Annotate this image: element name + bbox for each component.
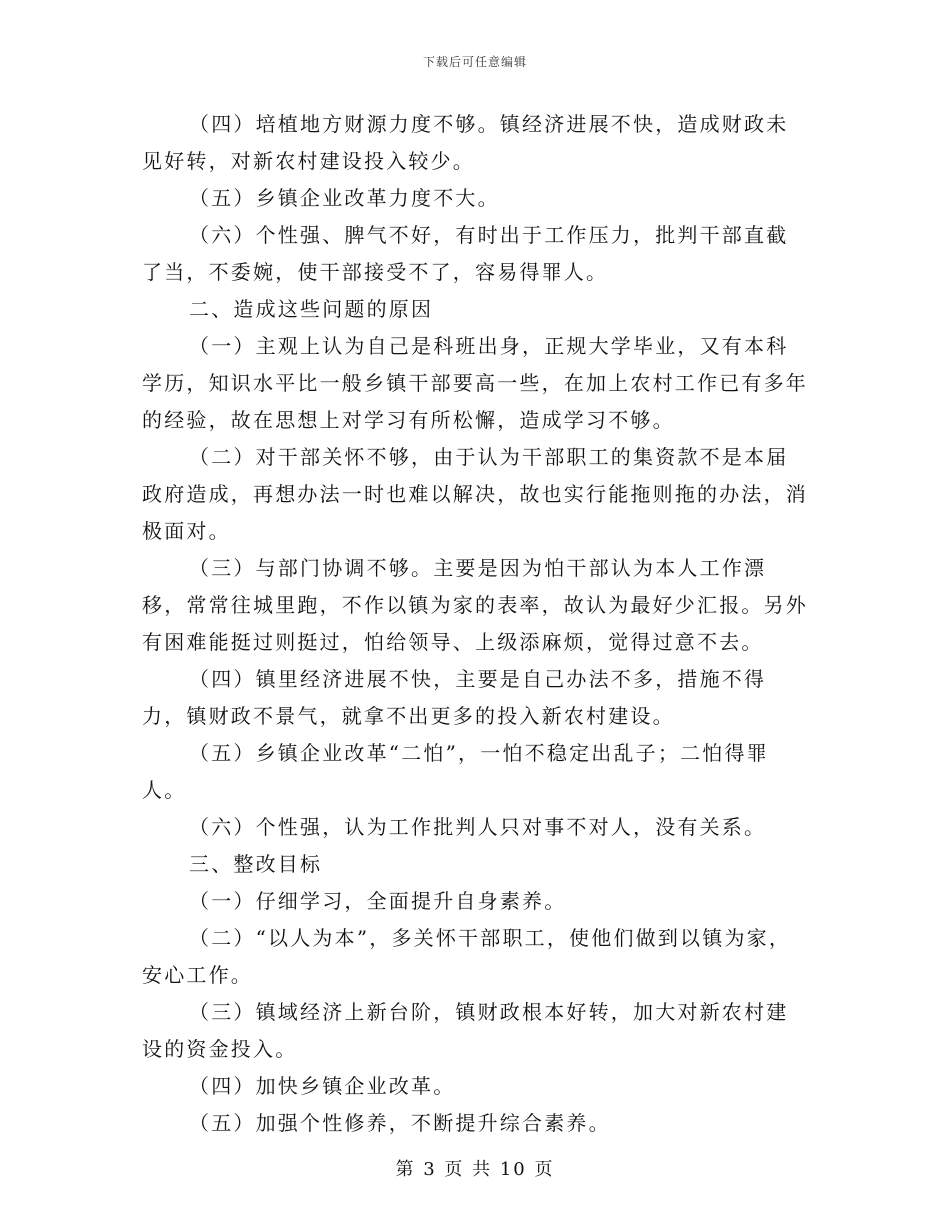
paragraph: （二）“以人为本”，多关怀干部职工，使他们做到以镇为家，安心工作。 [142,926,792,987]
paragraph: （五）乡镇企业改革力度不大。 [189,186,500,210]
paragraph: （四）加快乡镇企业改革。 [189,1074,456,1098]
paragraph: （一）仔细学习，全面提升自身素养。 [189,889,567,913]
paragraph: （六）个性强、脾气不好，有时出于工作压力，批判干部直截了当，不委婉，使干部接受不了，容易得罪人。 [142,223,789,284]
section-heading: 三、整改目标 [189,852,323,876]
section-heading: 二、造成这些问题的原因 [189,297,434,321]
page-header: 下载后可任意编辑 [422,55,527,69]
paragraph: （六）个性强，认为工作批判人只对事不对人，没有关系。 [189,815,767,839]
paragraph: （五）乡镇企业改革“二怕”，一怕不稳定出乱子；二怕得罪人。 [142,741,769,802]
paragraph: （五）加强个性修养，不断提升综合素养。 [189,1111,611,1135]
page-number-footer: 第 3 页 共 10 页 [395,1159,555,1180]
paragraph: （二）对干部关怀不够，由于认为干部职工的集资款不是本届政府造成，再想办法一时也难以解决，故也实行能拖则拖的办法，消极面对。 [142,445,808,543]
paragraph: （四）培植地方财源力度不够。镇经济进展不快，造成财政未见好转，对新农村建设投入较少。 [142,112,789,173]
paragraph: （一）主观上认为自己是科班出身，正规大学毕业，又有本科学历，知识水平比一般乡镇干部要高一些，在加上农村工作已有多年的经验，故在思想上对学习有所松懈，造成学习不够。 [142,334,808,432]
document-body [142,106,810,1142]
paragraph: （四）镇里经济进展不快，主要是自己办法不多，措施不得力，镇财政不景气，就拿不出更多的投入新农村建设。 [142,667,767,728]
paragraph: （三）与部门协调不够。主要是因为怕干部认为本人工作漂移，常常往城里跑，不作以镇为家的表率，故认为最好少汇报。另外有困难能挺过则挺过，怕给领导、上级添麻烦，觉得过意不去。 [142,556,808,654]
paragraph: （三）镇域经济上新台阶，镇财政根本好转，加大对新农村建设的资金投入。 [142,1000,789,1061]
